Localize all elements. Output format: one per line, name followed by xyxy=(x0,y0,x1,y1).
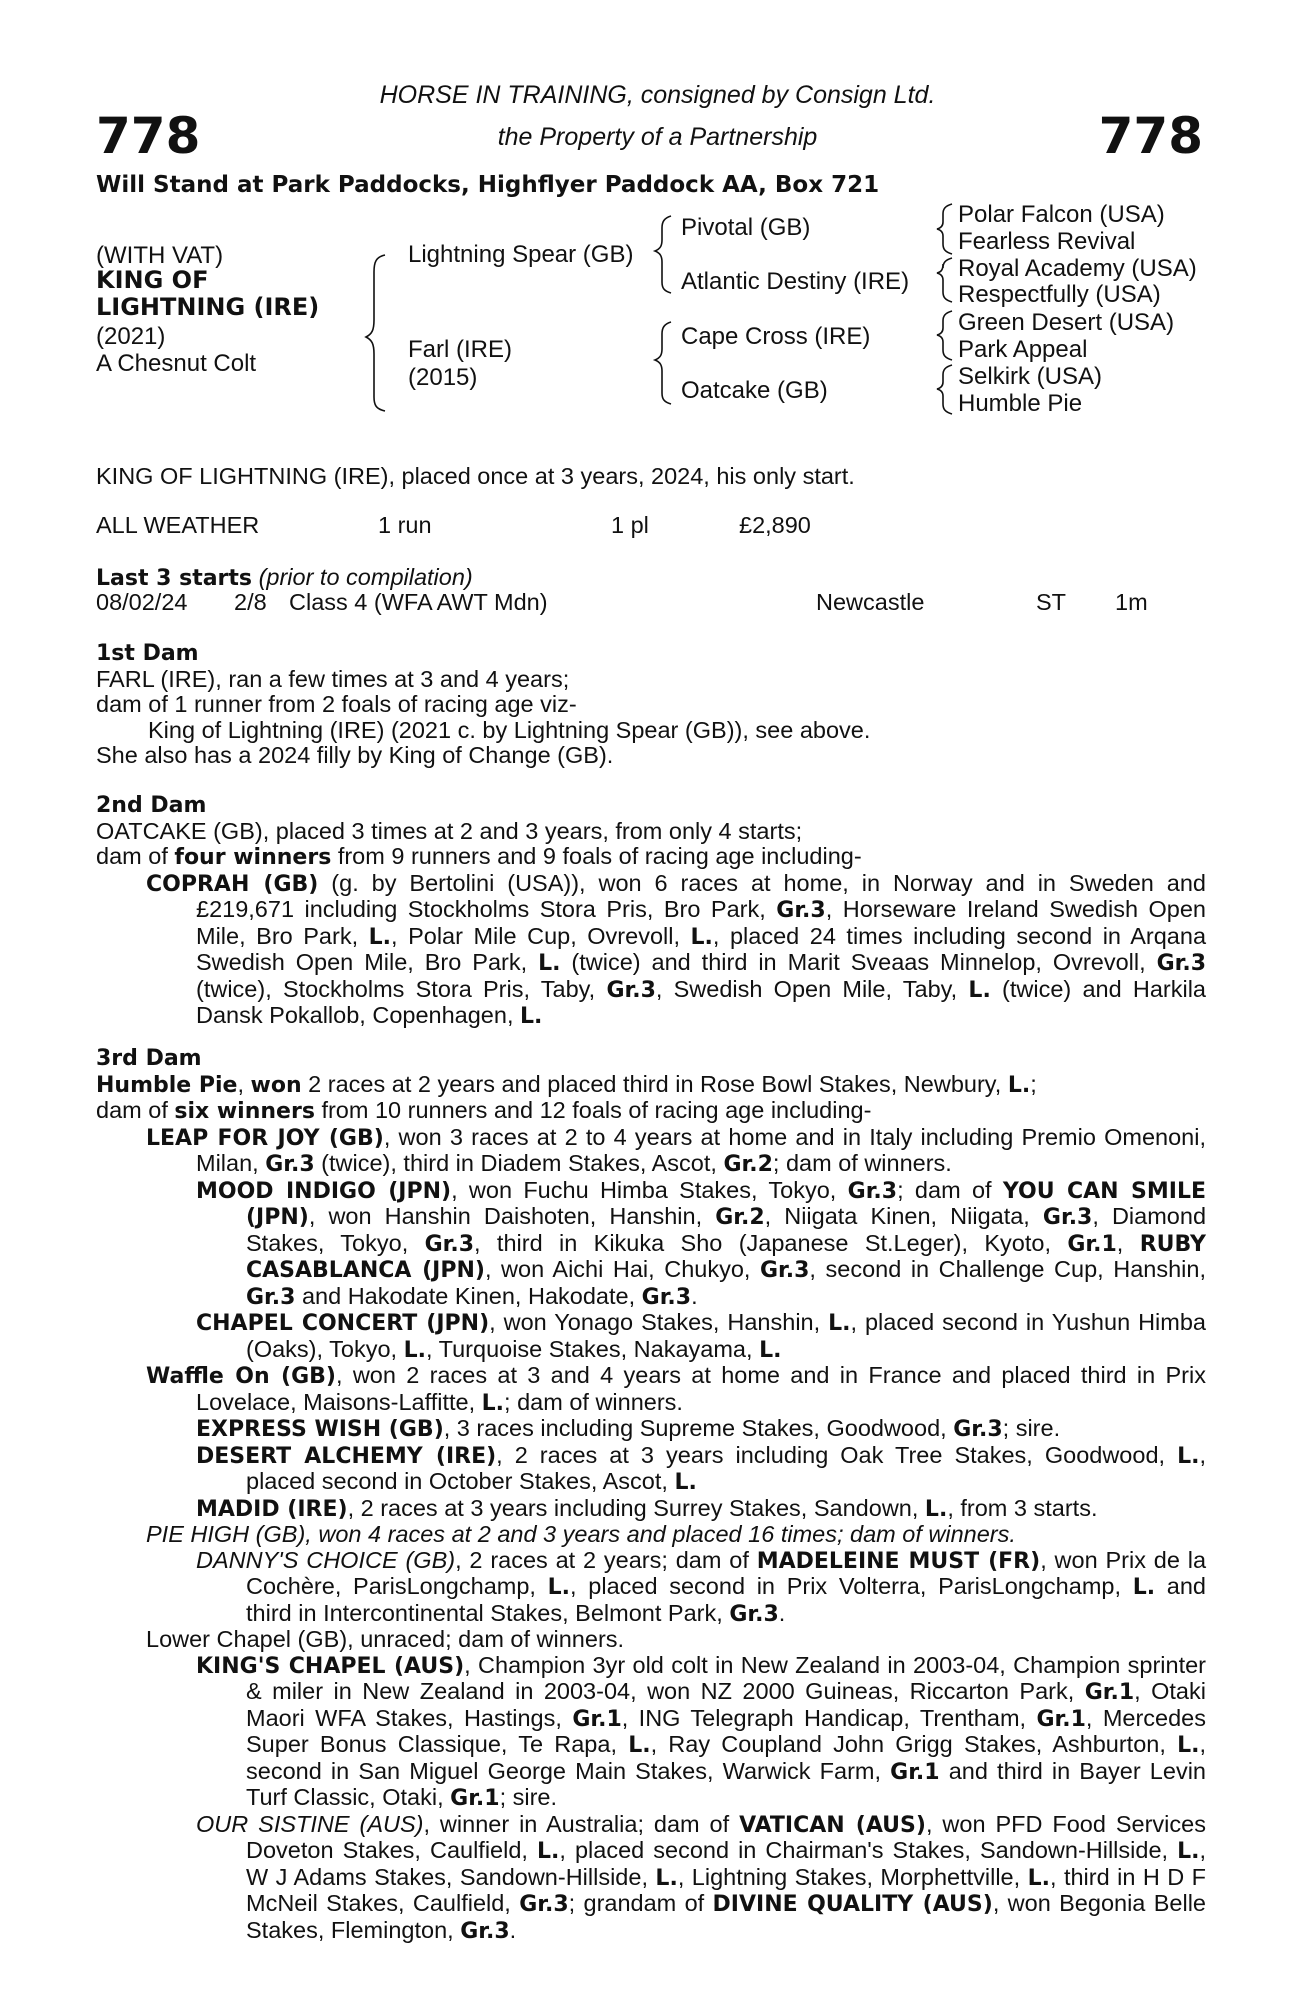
last-starts-note: (prior to compilation) xyxy=(258,564,473,590)
third-dam-heading: 3rd Dam xyxy=(96,1046,202,1071)
location-line: Will Stand at Park Paddocks, Highflyer Paddock AA, Box 721 xyxy=(96,172,880,198)
race-summary: KING OF LIGHTNING (IRE), placed once at 3 years, 2024, his only start. xyxy=(96,463,855,489)
first-dam-section xyxy=(96,641,1206,769)
lot-number-left: 778 xyxy=(96,107,201,165)
produce-entry-mood-indigo: MOOD INDIGO (JPN), won Fuchu Himba Stakes, Tokyo, Gr.3; dam of YOU CAN SMILE (JPN), won Hanshin Daishoten, Hanshin, Gr.2, Niigata Kinen, Niigata, Gr.3, Diamond Stakes, Tokyo, Gr.3, third in Kikuka Sho (Japanese St.Leger), Kyoto, Gr.1, RUBY CASABLANCA (JPN), won Aichi Hai, Chukyo, Gr.3, second in Challenge Cup, Hanshin, Gr.3 and Hakodate Kinen, Hakodate, Gr.3. xyxy=(196,1176,1207,1310)
start-date: 08/02/24 xyxy=(96,589,188,615)
consignor-line: HORSE IN TRAINING, consigned by Consign Ltd. xyxy=(379,81,936,109)
lot-number-right: 778 xyxy=(1098,107,1203,165)
horse-name-line2: LIGHTNING (IRE) xyxy=(96,293,320,321)
record-placed: 1 pl xyxy=(611,512,649,538)
first-dam-line4: She also has a 2024 filly by King of Change (GB). xyxy=(96,742,614,768)
property-line: the Property of a Partnership xyxy=(497,123,818,151)
produce-entry-chapel-concert: CHAPEL CONCERT (JPN), won Yonago Stakes, Hanshin, L., placed second in Yushun Himba (Oaks), Tokyo, L., Turquoise Stakes, Nakayama, L. xyxy=(196,1309,1206,1363)
foaling-year: (2021) xyxy=(96,323,166,350)
third-dam-line2: dam of six winners from 10 runners and 12 foals of racing age including- xyxy=(96,1097,872,1124)
sire-sire-dam: Fearless Revival xyxy=(958,228,1136,255)
sire-sire: Pivotal (GB) xyxy=(681,214,811,241)
second-dam-heading: 2nd Dam xyxy=(96,793,207,818)
produce-entry-leap-for-joy: LEAP FOR JOY (GB), won 3 races at 2 to 4 years at home and in Italy including Premio Omenoni, Milan, Gr.3 (twice), third in Diadem Stakes, Ascot, Gr.2; dam of winners. xyxy=(146,1123,1206,1177)
produce-entry-kings-chapel: KING'S CHAPEL (AUS), Champion 3yr old colt in New Zealand in 2003-04, Champion sprinter & miler in New Zealand in 2003-04, won NZ 2000 Guineas, Riccarton Park, Gr.1, Otaki Maori WFA Stakes, Hastings, Gr.1, ING Telegraph Handicap, Trentham, Gr.1, Mercedes Super Bonus Classique, Te Rapa, L., Ray Coupland John Grigg Stakes, Ashburton, L., second in San Miguel George Main Stakes, Warwick Farm, Gr.1 and third in Bayer Levin Turf Classic, Otaki, Gr.1; sire. xyxy=(196,1651,1206,1811)
produce-entry-lower-chapel: Lower Chapel (GB), unraced; dam of winners. xyxy=(146,1626,625,1652)
produce-entry-dannys-choice: DANNY'S CHOICE (GB), 2 races at 2 years; dam of MADELEINE MUST (FR), won Prix de la Cochère, ParisLongchamp, L., placed second in Prix Volterra, ParisLongchamp, L. and third in Intercontinental Stakes, Belmont Park, Gr.3. xyxy=(196,1546,1207,1627)
dam-dam: Oatcake (GB) xyxy=(681,377,828,404)
produce-entry-madid: MADID (IRE), 2 races at 3 years including Surrey Stakes, Sandown, L., from 3 starts. xyxy=(196,1494,1098,1522)
start-position: 2/8 xyxy=(234,589,267,615)
sire: Lightning Spear (GB) xyxy=(408,241,634,268)
produce-entry-waffle-on: Waffle On (GB), won 2 races at 3 and 4 years at home and in France and placed third in Prix Lovelace, Maisons-Laffitte, L.; dam of winners. xyxy=(146,1362,1206,1416)
horse-name-line1: KING OF xyxy=(96,266,209,294)
horse-description: A Chesnut Colt xyxy=(96,350,257,377)
produce-entry-coprah: COPRAH (GB) (g. by Bertolini (USA)), won 6 races at home, in Norway and in Sweden and £219,671 including Stockholms Stora Pris, Bro Park, Gr.3, Horseware Ireland Swedish Open Mile, Bro Park, L., Polar Mile Cup, Ovrevoll, L., placed 24 times including second in Arqana Swedish Open Mile, Bro Park, L. (twice) and third in Marit Sveaas Minnelop, Ovrevoll, Gr.3 (twice), Stockholms Stora Pris, Taby, Gr.3, Swedish Open Mile, Taby, L. (twice) and Harkila Dansk Pokallob, Copenhagen, L. xyxy=(146,869,1207,1029)
second-dam-line1: OATCAKE (GB), placed 3 times at 2 and 3 years, from only 4 starts; xyxy=(96,817,803,844)
sire-dam-sire: Royal Academy (USA) xyxy=(958,255,1197,282)
produce-entry-pie-high: PIE HIGH (GB), won 4 races at 2 and 3 years and placed 16 times; dam of winners. xyxy=(146,1521,1016,1547)
start-course: Newcastle xyxy=(816,589,925,615)
first-dam-line3: King of Lightning (IRE) (2021 c. by Lightning Spear (GB)), see above. xyxy=(148,716,871,743)
start-going: ST xyxy=(1036,589,1067,615)
vat-label: (WITH VAT) xyxy=(96,242,224,269)
third-dam-line1: Humble Pie, won 2 races at 2 years and placed third in Rose Bowl Stakes, Newbury, L.; xyxy=(96,1070,1037,1098)
dam-dam-sire: Selkirk (USA) xyxy=(958,363,1103,390)
dam-sire: Cape Cross (IRE) xyxy=(681,323,871,350)
first-dam-line2: dam of 1 runner from 2 foals of racing age viz- xyxy=(96,691,577,717)
first-dam-line1: FARL (IRE), ran a few times at 3 and 4 years; xyxy=(96,665,570,692)
first-dam-heading: 1st Dam xyxy=(96,641,199,666)
second-dam-line2: dam of four winners from 9 runners and 9 foals of racing age including- xyxy=(96,843,862,870)
surface-label: ALL WEATHER xyxy=(96,512,260,538)
produce-entry-our-sistine: OUR SISTINE (AUS), winner in Australia; dam of VATICAN (AUS), won PFD Food Services Doveton Stakes, Caulfield, L., placed second in Chairman's Stakes, Sandown-Hillside, L., W J Adams Stakes, Sandown-Hillside, L., Lightning Stakes, Morphettville, L., third in H D F McNeil Stakes, Caulfield, Gr.3; grandam of DIVINE QUALITY (AUS), won Begonia Belle Stakes, Flemington, Gr.3. xyxy=(196,1810,1207,1944)
dam-sire-sire: Green Desert (USA) xyxy=(958,309,1175,336)
third-dam-section xyxy=(96,1046,1206,1944)
produce-entry-desert-alchemy: DESERT ALCHEMY (IRE), 2 races at 3 years including Oak Tree Stakes, Goodwood, L., placed second in October Stakes, Ascot, L. xyxy=(196,1441,1206,1495)
table-row xyxy=(0,590,1315,616)
dam-dam-dam: Humble Pie xyxy=(958,390,1083,417)
sire-dam-dam: Respectfully (USA) xyxy=(958,281,1161,308)
record-runs: 1 run xyxy=(378,512,432,538)
dam-sire-dam: Park Appeal xyxy=(958,336,1088,363)
start-distance: 1m xyxy=(1115,589,1148,615)
record-earnings: £2,890 xyxy=(739,512,811,538)
sire-sire-sire: Polar Falcon (USA) xyxy=(958,201,1165,228)
last-starts-title: Last 3 starts xyxy=(96,566,253,591)
dam-year: (2015) xyxy=(408,364,478,391)
start-race: Class 4 (WFA AWT Mdn) xyxy=(289,589,548,615)
second-dam-section xyxy=(96,793,1206,1030)
sire-dam: Atlantic Destiny (IRE) xyxy=(681,268,910,295)
last-starts-heading xyxy=(96,565,473,592)
dam: Farl (IRE) xyxy=(408,336,512,363)
produce-entry-express-wish: EXPRESS WISH (GB), 3 races including Supreme Stakes, Goodwood, Gr.3; sire. xyxy=(196,1415,1061,1442)
